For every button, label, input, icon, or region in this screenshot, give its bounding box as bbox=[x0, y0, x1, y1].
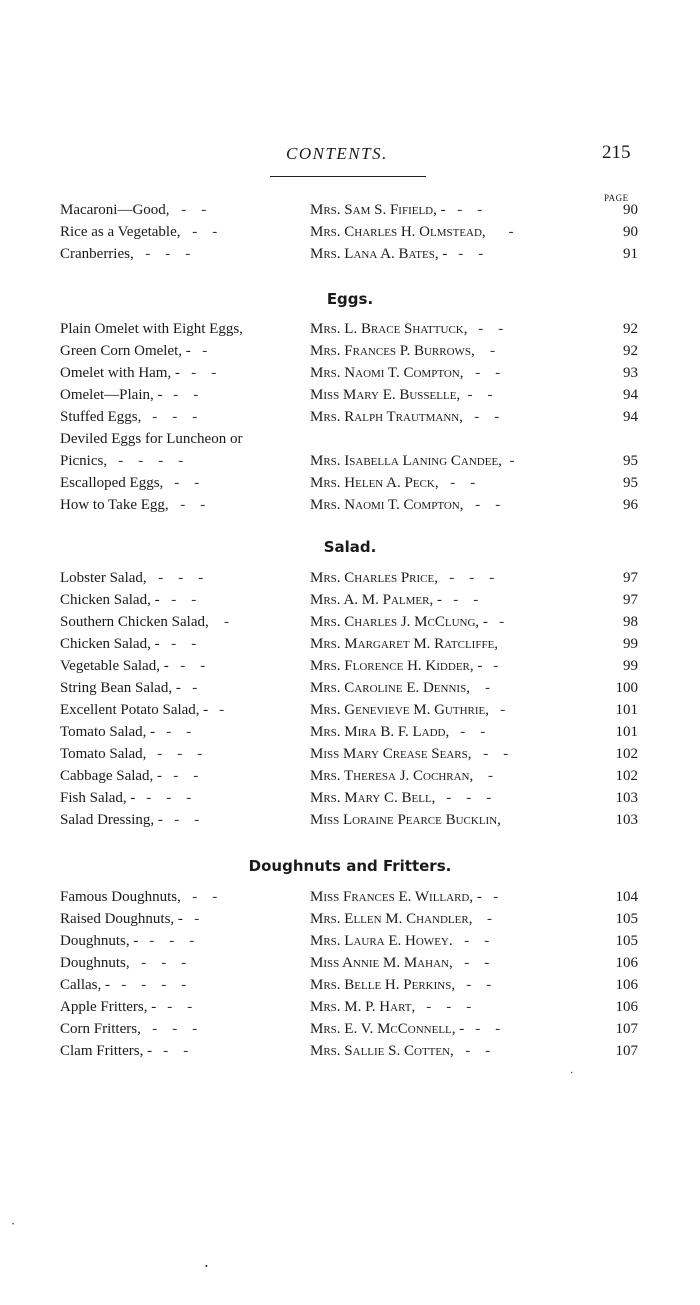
dot-leader: - - - bbox=[435, 790, 492, 806]
contents-row bbox=[0, 497, 700, 519]
page-ref: 102 bbox=[615, 746, 638, 762]
contributor-name: Mrs. Theresa J. Cochran, bbox=[310, 768, 474, 784]
contents-row bbox=[0, 475, 700, 497]
dot-leader: - bbox=[482, 658, 499, 674]
dot-leader: - - bbox=[446, 202, 483, 218]
dish-name: Cranberries, bbox=[60, 246, 134, 262]
dot-leader: - - bbox=[463, 409, 500, 425]
contributor-name: Mrs. Isabella Laning Candee, bbox=[310, 453, 502, 469]
dot-leader: - - - bbox=[141, 1021, 198, 1037]
contributor-name: Mrs. Florence H. Kidder, - bbox=[310, 658, 483, 674]
page-ref: 106 bbox=[615, 955, 638, 971]
dish-name: Lobster Salad, bbox=[60, 570, 147, 586]
dot-leader: - - bbox=[181, 224, 218, 240]
contributor-name: Mrs. E. V. McConnell, - bbox=[310, 1021, 465, 1037]
page-ref: 97 bbox=[623, 592, 638, 608]
page-ref: 100 bbox=[615, 680, 638, 696]
contributor-name: Mrs. Mira B. F. Ladd, bbox=[310, 724, 450, 740]
contents-row bbox=[0, 977, 700, 999]
contents-row bbox=[0, 911, 700, 933]
contents-row bbox=[0, 1043, 700, 1065]
contents-row bbox=[0, 592, 700, 614]
page-ref: 106 bbox=[615, 999, 638, 1015]
dish-name: Cabbage Salad, - bbox=[60, 768, 163, 784]
dot-leader: - - bbox=[170, 202, 207, 218]
dot-leader: - - bbox=[460, 387, 493, 403]
page-ref: 103 bbox=[615, 790, 638, 806]
page-ref: 90 bbox=[623, 224, 638, 240]
page-ref: 91 bbox=[623, 246, 638, 262]
dish-name: Salad Dressing, - bbox=[60, 812, 163, 828]
dish-name: Excellent Potato Salad, - bbox=[60, 702, 209, 718]
page-ref: 93 bbox=[623, 365, 638, 381]
contributor-name: Mrs. Belle H. Perkins, bbox=[310, 977, 456, 993]
dot-leader: - - bbox=[169, 658, 206, 674]
dot-leader: - bbox=[209, 614, 229, 630]
contributor-name: Mrs. L. Brace Shattuck, bbox=[310, 321, 468, 337]
dish-name: Corn Fritters, bbox=[60, 1021, 141, 1037]
contributor-name: Mrs. Naomi T. Compton, bbox=[310, 497, 464, 513]
contributor-name: Mrs. Charles J. McClung, - bbox=[310, 614, 488, 630]
dot-leader: - - - bbox=[438, 570, 495, 586]
dish-name: Chicken Salad, - bbox=[60, 592, 160, 608]
dot-leader: - bbox=[489, 702, 506, 718]
dot-leader: - - bbox=[160, 592, 197, 608]
dot-leader: - - bbox=[453, 933, 490, 949]
dot-leader: - bbox=[472, 911, 492, 927]
contents-row bbox=[0, 889, 700, 911]
dot-leader: - bbox=[502, 453, 515, 469]
page-ref: 105 bbox=[615, 933, 638, 949]
dot-leader: - - - bbox=[415, 999, 472, 1015]
page-ref: 103 bbox=[615, 812, 638, 828]
dot-leader: - - bbox=[472, 746, 509, 762]
dot-leader: - - bbox=[464, 365, 501, 381]
contents-row bbox=[0, 431, 700, 453]
page-ref: 90 bbox=[623, 202, 638, 218]
dish-name: Rice as a Vegetable, bbox=[60, 224, 181, 240]
dot-leader: - bbox=[470, 680, 490, 696]
page-ref: 98 bbox=[623, 614, 638, 630]
page-header bbox=[0, 140, 700, 180]
dot-leader: - - bbox=[180, 365, 217, 381]
dot-leader: - - - bbox=[138, 933, 195, 949]
dot-leader: - - bbox=[455, 977, 492, 993]
page-ref: 95 bbox=[623, 453, 638, 469]
contents-row bbox=[0, 246, 700, 268]
contents-row bbox=[0, 724, 700, 746]
page-ref: 106 bbox=[615, 977, 638, 993]
dot-leader: - - bbox=[449, 724, 486, 740]
contributor-name: Mrs. A. M. Palmer, - bbox=[310, 592, 442, 608]
contents-row bbox=[0, 955, 700, 977]
page-ref: 99 bbox=[623, 658, 638, 674]
margin-mark: • bbox=[12, 1222, 15, 1228]
dot-leader: - bbox=[183, 911, 200, 927]
contributor-name: Mrs. Ralph Trautmann, bbox=[310, 409, 463, 425]
dish-name: Green Corn Omelet, - bbox=[60, 343, 191, 359]
contents-row bbox=[0, 321, 700, 343]
dish-name: Escalloped Eggs, bbox=[60, 475, 164, 491]
section-title: Salad. bbox=[323, 538, 377, 556]
dot-leader: - - - - bbox=[110, 977, 187, 993]
section-title: Eggs. bbox=[326, 290, 374, 308]
contents-row bbox=[0, 343, 700, 365]
dot-leader: - - - bbox=[141, 409, 198, 425]
contributor-name: Mrs. Charles H. Olmstead, bbox=[310, 224, 486, 240]
contents-row bbox=[0, 680, 700, 702]
contents-row bbox=[0, 365, 700, 387]
pre-section-rows bbox=[0, 202, 700, 268]
contents-row bbox=[0, 409, 700, 431]
contributor-name: Miss Loraine Pearce Bucklin, bbox=[310, 812, 501, 828]
contributor-name: Miss Mary E. Busselle, bbox=[310, 387, 461, 403]
dish-name: String Bean Salad, - bbox=[60, 680, 181, 696]
contents-row bbox=[0, 812, 700, 834]
dot-leader: - bbox=[486, 224, 514, 240]
page-ref: 104 bbox=[615, 889, 638, 905]
dish-name: Omelet with Ham, - bbox=[60, 365, 180, 381]
contributor-name: Miss Mary Crease Sears, bbox=[310, 746, 472, 762]
contents-row bbox=[0, 1021, 700, 1043]
page-ref: 94 bbox=[623, 387, 638, 403]
page-title: CONTENTS. bbox=[286, 144, 388, 163]
dot-leader: - - bbox=[156, 999, 193, 1015]
dish-name: Doughnuts, - bbox=[60, 933, 139, 949]
dish-name: Deviled Eggs for Luncheon or bbox=[60, 431, 243, 447]
contributor-name: Mrs. Mary C. Bell, bbox=[310, 790, 436, 806]
dot-leader: - - bbox=[155, 724, 192, 740]
contents-row bbox=[0, 202, 700, 224]
dish-name: Doughnuts, bbox=[60, 955, 130, 971]
dish-name: Omelet—Plain, - bbox=[60, 387, 163, 403]
dot-leader: - - - bbox=[134, 246, 191, 262]
dot-leader: - bbox=[208, 702, 225, 718]
dot-leader: - - bbox=[454, 1043, 491, 1059]
dot-leader: - - bbox=[152, 1043, 189, 1059]
dish-name: Fish Salad, - bbox=[60, 790, 136, 806]
dot-leader: - bbox=[181, 680, 198, 696]
page-ref: 99 bbox=[623, 636, 638, 652]
contents-row bbox=[0, 702, 700, 724]
dish-name: How to Take Egg, bbox=[60, 497, 169, 513]
page-ref: 92 bbox=[623, 343, 638, 359]
page-ref: 105 bbox=[615, 911, 638, 927]
page-ref: 102 bbox=[615, 768, 638, 784]
dot-leader: - - bbox=[447, 246, 484, 262]
contributor-name: Mrs. Genevieve M. Guthrie, bbox=[310, 702, 489, 718]
dish-name: Callas, - bbox=[60, 977, 110, 993]
dish-name: Stuffed Eggs, bbox=[60, 409, 142, 425]
dot-leader: - - - - bbox=[107, 453, 184, 469]
dot-leader: - bbox=[488, 614, 505, 630]
contents-row bbox=[0, 658, 700, 680]
contributor-name: Miss Frances E. Willard, - bbox=[310, 889, 482, 905]
contents-row bbox=[0, 768, 700, 790]
page-ref: 96 bbox=[623, 497, 638, 513]
dot-leader: - - bbox=[439, 475, 476, 491]
dot-leader: - - bbox=[160, 636, 197, 652]
dot-leader: - bbox=[475, 343, 495, 359]
dish-name: Famous Doughnuts, bbox=[60, 889, 181, 905]
dot-leader: - - - bbox=[135, 790, 192, 806]
dot-leader: - - - bbox=[130, 955, 187, 971]
contributor-name: Mrs. Frances P. Burrows, bbox=[310, 343, 475, 359]
page-ref: 107 bbox=[615, 1021, 638, 1037]
section-eggs-rows bbox=[0, 321, 700, 519]
dot-leader: - - bbox=[169, 497, 206, 513]
dot-leader: - - bbox=[163, 812, 200, 828]
dot-leader: - bbox=[482, 889, 499, 905]
contents-row bbox=[0, 636, 700, 658]
contributor-name: Mrs. Sam S. Fifield, - bbox=[310, 202, 446, 218]
page-column-label: PAGE bbox=[604, 193, 629, 203]
dish-name: Tomato Salad, bbox=[60, 746, 147, 762]
page-ref: 107 bbox=[615, 1043, 638, 1059]
contributor-name: Mrs. Naomi T. Compton, bbox=[310, 365, 464, 381]
section-salad-rows bbox=[0, 570, 700, 834]
contributor-name: Mrs. Laura E. Howey. bbox=[310, 933, 453, 949]
contributor-name: Mrs. Charles Price, bbox=[310, 570, 438, 586]
contents-row bbox=[0, 224, 700, 246]
margin-mark: • bbox=[205, 1262, 208, 1271]
contributor-name: Miss Annie M. Mahan, bbox=[310, 955, 453, 971]
page-ref: 101 bbox=[615, 724, 638, 740]
dot-leader: - - bbox=[464, 1021, 501, 1037]
margin-mark: · bbox=[570, 1068, 574, 1079]
dish-name: Picnics, bbox=[60, 453, 108, 469]
dot-leader: - - bbox=[442, 592, 479, 608]
contents-row bbox=[0, 790, 700, 812]
contents-row bbox=[0, 933, 700, 955]
page-ref: 95 bbox=[623, 475, 638, 491]
contents-row bbox=[0, 453, 700, 475]
contributor-name: Mrs. Ellen M. Chandler, bbox=[310, 911, 473, 927]
page-ref: 101 bbox=[615, 702, 638, 718]
dish-name: Clam Fritters, - bbox=[60, 1043, 153, 1059]
contributor-name: Mrs. Margaret M. Ratcliffe, bbox=[310, 636, 499, 652]
dish-name: Chicken Salad, - bbox=[60, 636, 160, 652]
dish-name: Macaroni—Good, bbox=[60, 202, 170, 218]
dish-name: Southern Chicken Salad, bbox=[60, 614, 209, 630]
page-number: 215 bbox=[602, 142, 631, 163]
dot-leader: - - bbox=[162, 387, 199, 403]
contents-row bbox=[0, 746, 700, 768]
contributor-name: Mrs. Caroline E. Dennis, bbox=[310, 680, 470, 696]
dish-name: Plain Omelet with Eight Eggs, bbox=[60, 321, 243, 337]
contributor-name: Mrs. Sallie S. Cotten, bbox=[310, 1043, 454, 1059]
dish-name: Raised Doughnuts, - bbox=[60, 911, 183, 927]
contents-row bbox=[0, 387, 700, 409]
dish-name: Vegetable Salad, - bbox=[60, 658, 169, 674]
dot-leader: - - - bbox=[146, 746, 203, 762]
contents-row bbox=[0, 570, 700, 592]
dot-leader: - - bbox=[163, 475, 200, 491]
contributor-name: Mrs. Lana A. Bates, - bbox=[310, 246, 448, 262]
dish-name: Tomato Salad, - bbox=[60, 724, 156, 740]
dot-leader: - - bbox=[162, 768, 199, 784]
section-title: Doughnuts and Fritters. bbox=[248, 857, 452, 875]
section-doughnuts-rows bbox=[0, 889, 700, 1065]
contributor-name: Mrs. M. P. Hart, bbox=[310, 999, 416, 1015]
dot-leader: - - bbox=[464, 497, 501, 513]
dot-leader: - - bbox=[453, 955, 490, 971]
title-underline bbox=[270, 176, 426, 177]
dish-name: Apple Fritters, - bbox=[60, 999, 157, 1015]
contributor-name: Mrs. Helen A. Peck, bbox=[310, 475, 439, 491]
page-ref: 94 bbox=[623, 409, 638, 425]
dot-leader: - bbox=[473, 768, 493, 784]
dot-leader: - - - bbox=[147, 570, 204, 586]
dot-leader: - - bbox=[467, 321, 504, 337]
dot-leader: - bbox=[191, 343, 208, 359]
contents-row bbox=[0, 999, 700, 1021]
page-ref: 92 bbox=[623, 321, 638, 337]
contents-row bbox=[0, 614, 700, 636]
page-ref: 97 bbox=[623, 570, 638, 586]
dot-leader: - - bbox=[181, 889, 218, 905]
